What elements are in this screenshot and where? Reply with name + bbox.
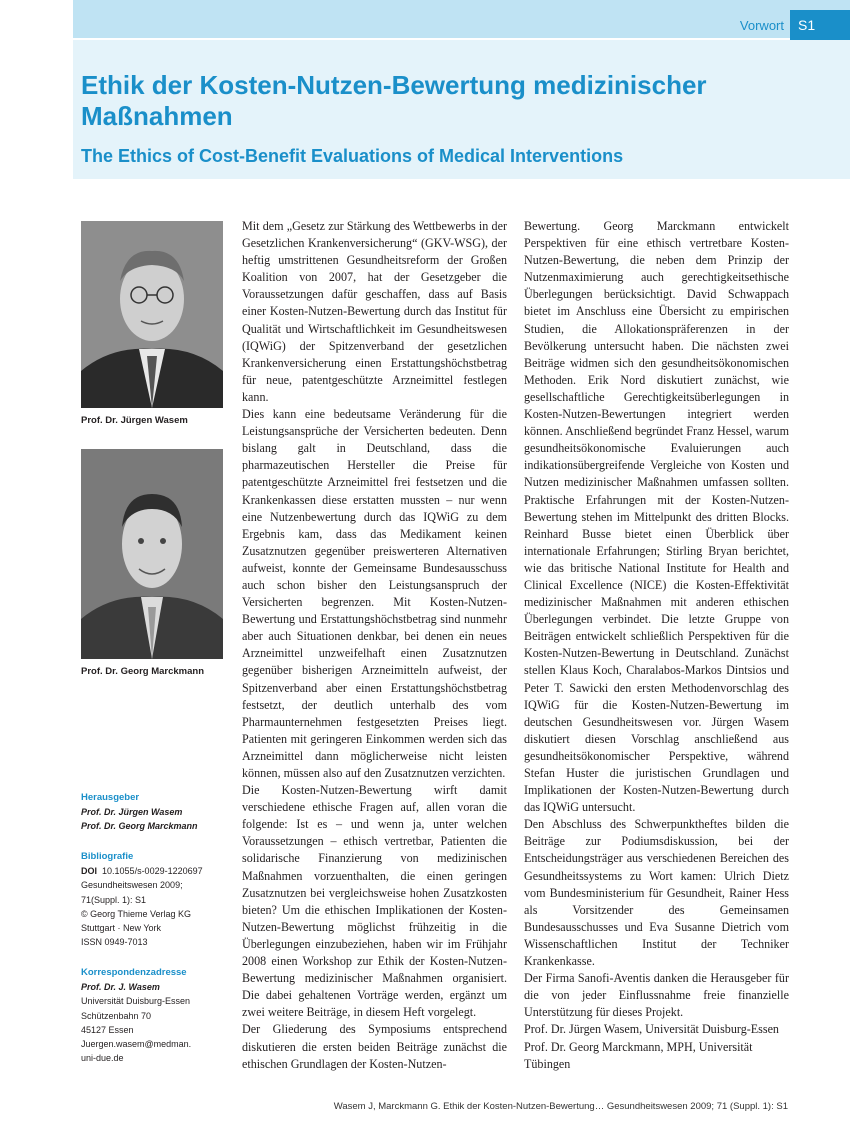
signature: Prof. Dr. Jürgen Wasem, Universität Duisburg-Essen [524, 1022, 779, 1037]
editor-name: Prof. Dr. Georg Marckmann [81, 821, 198, 832]
article-subtitle: The Ethics of Cost-Benefit Evaluations of Medical Interventions [81, 146, 624, 166]
biblio-line: Gesundheitswesen 2009; [81, 880, 183, 891]
photo-caption-wasem: Prof. Dr. Jürgen Wasem [81, 415, 188, 426]
biblio-line: 71(Suppl. 1): S1 [81, 894, 147, 905]
bibliography-heading: Bibliografie [81, 851, 134, 862]
section-label: Vorwort [739, 18, 784, 33]
author-photo-marckmann [81, 449, 223, 659]
correspondence-name: Prof. Dr. J. Wasem [81, 982, 160, 993]
paragraph: Der Firma Sanofi-Aventis danken die Herausgeber für die von jeder Einflussnahme freie finanzielle Unterstützung für dieses Projekt. [524, 971, 789, 1020]
doi-line [81, 864, 231, 878]
email-line[interactable]: Juergen.wasem@medman. [81, 1039, 192, 1050]
article-title: Ethik der Kosten-Nutzen-Bewertung medizinischer Maßnahmen [81, 70, 707, 131]
paragraph: Bewertung. Georg Marckmann entwickelt Perspektiven für eine ethisch vertretbare Kosten-Nutzen-Bewertung, die neben dem Prinzip der Nutzenmaximierung auch gerechtigkeitsethische Überlegungen berücksichtigt. David Schwappach bietet im Anschluss eine Übersicht zu empirischen Studien, die Allokationspräferenzen in der Bevölkerung untersucht haben. Die nächsten zwei Beiträge widmen sich den gesundheitsökonomischen Methoden. Erik Nord diskutiert zunächst, wie gesellschaftliche Gerechtigkeitsüberlegungen in Kosten-Nutzen-Bewertungen integriert werden können. Anschließend begründet Franz Hessel, warum gesundheitsökonomische Evaluierungen auch indikationsübergreifende Vergleiche von Kosten und Nutzen medizinischer Maßnahmen umfassen sollten. Praktische Erfahrungen mit der Kosten-Nutzen-Bewertung stehen im Mittelpunkt des dritten Blocks. Reinhard Busse bietet einen Überblick über internationale Erfahrungen; Stirling Bryan berichtet, wie das britische National Institute for Health and Clinical Excellence (NICE) die Kosten-Effektivität medizinischer Maßnahmen mit anderen ethischen Überlegungen verbindet. Die letzte Gruppe von Beiträgen entwickelt schließlich Perspektiven für die Kosten-Nutzen-Bewertung in Deutschland. Zunächst stellen Klaus Koch, Charalabos-Markos Dintsios und Peter T. Sawicki den ersten Methodenvorschlag des IQWiG für die Kosten-Nutzen-Bewertung im deutschen Gesundheitswesen vor. Jürgen Wasem diskutiert diesen Vorschlag anschließend aus gesundheitsökonomischer Perspektive, während Stefan Huster die juristischen Grundlagen und Implikationen der Kosten-Nutzen-Bewertung durch das IQWiG untersucht. [524, 219, 789, 815]
doi-label: DOI [81, 866, 98, 877]
body-column-2 [524, 218, 789, 1073]
email-line[interactable]: uni-due.de [81, 1053, 124, 1064]
biblio-line: Stuttgart · New York [81, 923, 162, 934]
body-column-1 [242, 218, 507, 1073]
address-line: Universität Duisburg-Essen [81, 996, 191, 1007]
author-photo-wasem [81, 221, 223, 408]
editors-block [81, 791, 231, 834]
page-footer: Wasem J, Marckmann G. Ethik der Kosten-Nutzen-Bewertung… Gesundheitswesen 2009; 71 (Suppl. 1): S1 [333, 1101, 788, 1112]
address-line: 45127 Essen [81, 1024, 134, 1035]
correspondence-block [81, 966, 231, 1065]
editor-name: Prof. Dr. Jürgen Wasem [81, 807, 183, 818]
biblio-line: ISSN 0949-7013 [81, 937, 148, 948]
paragraph: Den Abschluss des Schwerpunktheftes bilden die Beiträge zur Podiumsdiskussion, bei der Entscheidungsträger aus verschiedenen Bereichen des Gesundheitssystems zu Wort kamen: Ulrich Dietz vom Bundesministerium für Gesundheit, Rainer Hess als Vorsitzender des Gemeinsamen Bundesausschusses und Eva Susanne Dietrich vom Wissenschaftlichen Institut der Techniker Krankenkasse. [524, 817, 789, 969]
address-line: Schützenbahn 70 [81, 1010, 152, 1021]
paragraph: Der Gliederung des Symposiums entsprechend diskutieren die ersten beiden Beiträge zunächst die ethischen Grundlagen der Kosten-Nutzen- [242, 1022, 507, 1071]
signature: Prof. Dr. Georg Marckmann, MPH, Universität Tübingen [524, 1039, 753, 1071]
paragraph: Mit dem „Gesetz zur Stärkung des Wettbewerbs in der Gesetzlichen Krankenversicherung“ (GKV-WSG), der heftig umstrittenen Gesundheitsreform der Großen Koalition von 2007, hat der Gesetzgeber die Voraussetzungen dafür geschaffen, dass auf Basis einer Kosten-Nutzen-Bewertung durch das Institut für Qualität und Wirtschaftlichkeit im Gesundheitswesen (IQWiG) der Spitzenverband der gesetzlichen Krankenversicherung einen Erstattungshöchstbetrag für neue, patentgeschützte Arzneimittel festlegen kann. [242, 219, 507, 404]
header-bar [73, 0, 850, 38]
doi-value: 10.1055/s-0029-1220697 [102, 866, 203, 877]
paragraph: Die Kosten-Nutzen-Bewertung wirft damit verschiedene ethische Fragen auf, allen voran die folgende: Ist es – und wenn ja, unter welchen Voraussetzungen – ethisch vertretbar, Patienten die solidarische Finanzierung von medizinischen Maßnahmen vorzuenthalten, die einen geringen Zusatznutzen bei vergleichsweise hohen Zusatzkosten bieten? Um die ethischen Implikationen der Kosten-Nutzen-Bewertung möglichst frühzeitig in die Überlegungen einzubeziehen, haben wir im Frühjahr 2008 einen Workshop zur Ethik der Kosten-Nutzen-Bewertung medizinischer Maßnahmen organisiert. Die dabei gehaltenen Vorträge werden, ergänzt um zwei weitere Beiträge, in diesem Heft vorgelegt. [242, 783, 507, 1020]
bibliography-block [81, 850, 231, 949]
correspondence-heading: Korrespondenzadresse [81, 967, 187, 978]
paragraph: Dies kann eine bedeutsame Veränderung für die Leistungsansprüche der Versicherten bedeuten. Denn bislang galt in Deutschland, dass die pharmazeutischen Hersteller die Preise für patentgeschützte Arzneimittel frei festsetzen und die Krankenkassen diese erstatten mussten – nur wenn eine Nutzenbewertung durch das IQWiG zu dem Ergebnis kam, dass das Medikament keinen Zusatznutzen gegenüber preiswerteren Alternativen aufweist, konnte der Gemeinsame Bundesausschuss auch schon bisher den Leistungsanspruch der Versicherten begrenzen. Mit Kosten-Nutzen-Bewertung und Erstattungshöchstbetrag sind nunmehr aber auch Situationen denkbar, bei denen ein neues Arzneimittel unzweifelhaft einen Zusatznutzen gegenüber bisherigen Arzneimitteln aufweist, der Spitzenverband aber einen Erstattungshöchstbetrag festsetzt, der deutlich unterhalb des vom Pharmaunternehmen festgesetzten Preises liegt. Patienten mit geringeren Einkommen werden sich das Arzneimittel dann möglicherweise nicht leisten können, müssen also auf den Zusatznutzen verzichten. [242, 407, 507, 780]
photo-caption-marckmann: Prof. Dr. Georg Marckmann [81, 666, 205, 677]
editors-heading: Herausgeber [81, 792, 140, 803]
biblio-line: © Georg Thieme Verlag KG [81, 908, 192, 919]
page-number: S1 [790, 10, 850, 41]
